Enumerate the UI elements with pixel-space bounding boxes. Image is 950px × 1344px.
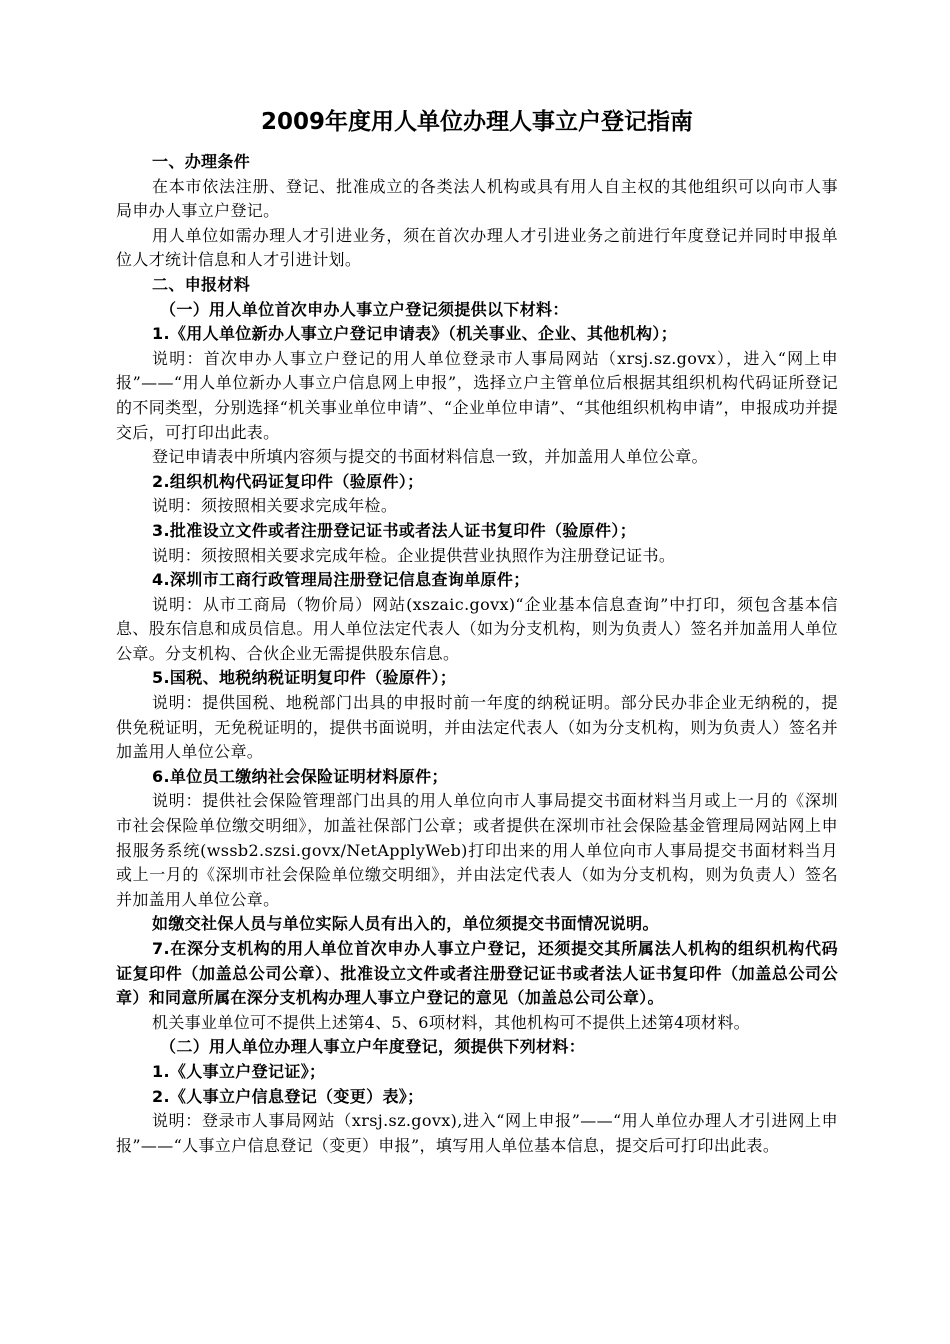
section-heading: 如缴交社保人员与单位实际人员有出入的，单位须提交书面情况说明。 — [152, 914, 659, 934]
document-title: 2009年度用人单位办理人事立户登记指南 — [260, 109, 693, 135]
paragraph: 在本市依法注册、登记、批准成立的各类法人机构或具有用人自主权的其他组织可以向市人事局申办人事立户登记。 — [116, 176, 838, 221]
section-heading: （二）用人单位办理人事立户年度登记，须提供下列材料： — [160, 1037, 586, 1057]
section-heading: （一）用人单位首次申办人事立户登记须提供以下材料： — [160, 299, 569, 319]
section-heading: 3.批准设立文件或者注册登记证书或者法人证书复印件（验原件）； — [152, 520, 637, 540]
section-heading: 4.深圳市工商行政管理局注册登记信息查询单原件； — [152, 570, 530, 590]
section-heading: 1.《用人单位新办人事立户登记申请表》（机关事业、企业、其他机构）； — [152, 324, 678, 344]
paragraph: 机关事业单位可不提供上述第4、5、6项材料，其他机构可不提供上述第4项材料。 — [152, 1012, 751, 1032]
paragraph: 说明：须按照相关要求完成年检。企业提供营业执照作为注册登记证书。 — [152, 545, 676, 565]
paragraph: 说明：从市工商局（物价局）网站(xszaic.govx)“企业基本信息查询”中打印，须包含基本信息、股东信息和成员信息。用人单位法定代表人（如为分支机构，则为负责人）签名并加盖用人单位公章。分支机构、合伙企业无需提供股东信息。 — [116, 594, 838, 663]
section-heading: 二、申报材料 — [152, 274, 251, 294]
paragraph: 说明：首次申办人事立户登记的用人单位登录市人事局网站（xrsj.sz.govx），进入“网上申报”——“用人单位新办人事立户信息网上申报”，选择立户主管单位后根据其组织机构代码证所登记的不同类型，分别选择“机关事业单位申请”、“企业单位申请”、“其他组织机构申请”，申报成功并提交后，可打印出此表。 — [116, 348, 838, 442]
paragraph: 用人单位如需办理人才引进业务，须在首次办理人才引进业务之前进行年度登记并同时申报单位人才统计信息和人才引进计划。 — [116, 225, 838, 270]
section-heading: 2.组织机构代码证复印件（验原件）； — [152, 471, 424, 491]
paragraph: 说明：登录市人事局网站（xrsj.sz.govx),进入“网上申报”——“用人单位办理人才引进网上申报”——“人事立户信息登记（变更）申报”，填写用人单位基本信息，提交后可打印出此表。 — [116, 1111, 838, 1155]
paragraph: 登记申请表中所填内容须与提交的书面材料信息一致，并加盖用人单位公章。 — [152, 447, 708, 467]
paragraph: 说明：提供社会保险管理部门出具的用人单位向市人事局提交书面材料当月或上一月的《深圳市社会保险单位缴交明细》，加盖社保部门公章；或者提供在深圳市社会保险基金管理局网站网上申报服务系统(wssb2.szsi.govx/NetApplyWeb)打印出来的用人单位向市人事局提交书面材料当月或上一月的《深圳市社会保险单位缴交明细》，并由法定代表人（如为分支机构，则为负责人）签名并加盖用人单位公章。 — [116, 791, 838, 909]
section-heading: 2.《人事立户信息登记（变更）表》； — [152, 1086, 424, 1106]
section-heading: 一、办理条件 — [152, 152, 251, 171]
section-heading: 6.单位员工缴纳社会保险证明材料原件； — [152, 766, 448, 786]
section-heading: 7.在深分支机构的用人单位首次申办人事立户登记，还须提交其所属法人机构的组织机构代码证复印件（加盖总公司公章）、批准设立文件或者注册登记证书或者法人证书复印件（加盖总公司公章）和同意所属在深分支机构办理人事立户登记的意见（加盖总公司公章）。 — [116, 939, 838, 1008]
document-page — [116, 108, 838, 1158]
paragraph: 说明：提供国税、地税部门出具的申报时前一年度的纳税证明。部分民办非企业无纳税的，提供免税证明，无免税证明的，提供书面说明，并由法定代表人（如为分支机构，则为负责人）签名并加盖用人单位公章。 — [116, 693, 838, 762]
paragraph: 说明：须按照相关要求完成年检。 — [152, 496, 398, 516]
document-body — [116, 150, 838, 1158]
section-heading: 1.《人事立户登记证》； — [152, 1061, 326, 1081]
section-heading: 5.国税、地税纳税证明复印件（验原件）； — [152, 668, 457, 688]
